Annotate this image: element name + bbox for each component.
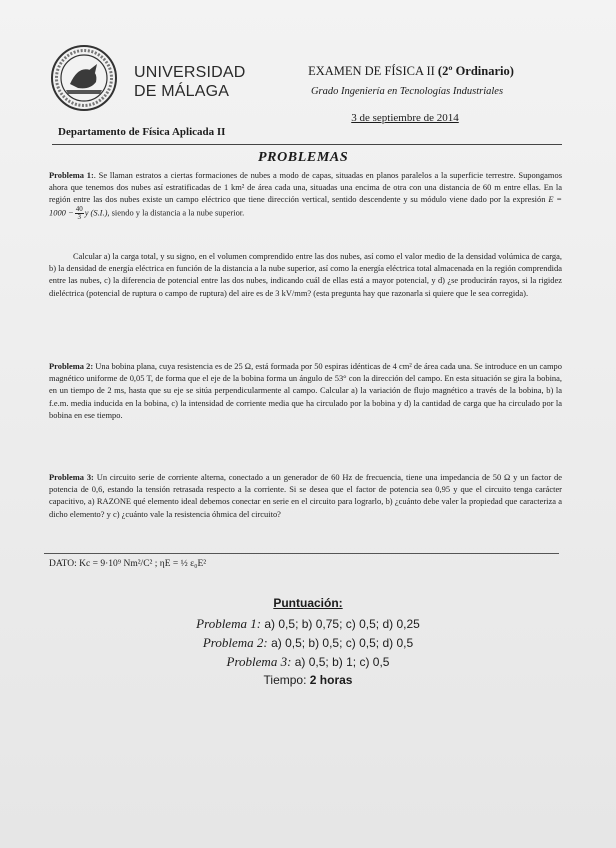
department-name: Departamento de Física Aplicada II [58, 126, 226, 138]
exam-title-text: EXAMEN DE FÍSICA II [308, 64, 435, 78]
data-divider [44, 553, 559, 554]
exam-duration [0, 673, 616, 687]
problem-1-statement: . Se llaman estratos a ciertas formaciones de nubes a modo de capas, situadas en planos paralelos a la superficie terrestre. Supongamos ahora que tenemos dos nubes así estratificadas de 1 km² de área cada una, situadas una encima de otra con una distancia de 60 m entre ellas. En la región entre las dos nubes existe un campo eléctrico que tiene dirección vertical, sentido descendente y su módulo viene dado por la expresión [49, 170, 562, 205]
scoring-problem-2-values: a) 0,5; b) 0,5; c) 0,5; d) 0,5 [267, 636, 414, 650]
scoring-problem-2 [0, 635, 616, 651]
problem-3 [49, 471, 562, 520]
university-name [134, 63, 246, 101]
problem-3-label: Problema 3: [49, 472, 94, 482]
constants-data: DATO: Kc = 9·10⁹ Nm²/C² ; ηE = ½ ε₀E² [49, 559, 207, 569]
header-divider [52, 144, 562, 145]
exam-date: 3 de septiembre de 2014 [351, 112, 459, 124]
scoring-problem-3 [0, 654, 616, 670]
scoring-problem-1 [0, 616, 616, 632]
scoring-problem-1-values: a) 0,5; b) 0,75; c) 0,5; d) 0,25 [261, 617, 420, 631]
scoring-problem-3-values: a) 0,5; b) 1; c) 0,5 [291, 655, 390, 669]
scoring-problem-2-label: Problema 2: [202, 635, 268, 650]
university-name-line1: UNIVERSIDAD [134, 64, 246, 81]
problem-1-label: Problema 1: [49, 170, 94, 180]
section-title: PROBLEMAS [258, 150, 349, 165]
fraction-numerator: 40 [75, 204, 83, 213]
field-formula: E = 1000 − [49, 194, 562, 218]
exam-call: (2º Ordinario) [437, 64, 514, 78]
field-formula-tail: y (S.I.), [84, 207, 110, 218]
fraction-denominator: 3 [77, 212, 81, 221]
problem-1-statement-end: siendo y la distancia a la nube superior. [109, 207, 245, 218]
problem-1-questions: Calcular a) la carga total, y su signo, en el volumen comprendido entre las dos nubes, así como el valor medio de la densidad volúmica de carga, b) la densidad de energía eléctrica en función de la distancia a la nube superior, así como la energía eléctrica total almacenada en la región comprendida entre las nubes, c) la diferencia de potencial entre las dos nubes, indicando cuál de ellas está a mayor potencial, y d) ¿se producirán rayos, si la rigidez dieléctrica (potencial de ruptura o campo de ruptura) del aire es de 3 kV/mm? (esta pregunta hay que razonarla si quiere que le sea corregida). [49, 251, 562, 298]
scoring-title: Puntuación: [273, 596, 343, 610]
degree-name: Grado Ingeniería en Tecnologías Industriales [310, 86, 504, 97]
problem-2-label: Problema 2: [49, 361, 94, 371]
problem-3-statement: Un circuito serie de corriente alterna, conectado a un generador de 60 Hz de frecuencia, tiene una impedancia de 50 Ω y un factor de potencia de 0,6, estando la tensión retrasada respecto a la corriente. Si se desea que el factor de potencia sea 0,95 y que el circuito tenga carácter capacitivo, a) RAZONE qué elemento ideal debemos conectar en serie en el circuito para lograrlo, b) ¿cuánto debe valer la propiedad que caracteriza a dicho elemento? y c) ¿cuánto vale la resistencia óhmica del circuito? [49, 472, 562, 519]
problem-2-statement: Una bobina plana, cuya resistencia es de 25 Ω, está formada por 50 espiras idénticas de 4 cm² de área cada una. Se introduce en un campo magnético uniforme de 0,05 T, de forma que el eje de la bobina forma un ángulo de 53° con la dirección del campo. En esta situación se gira la bobina, en un tiempo de 2 ms, hasta que su eje se sitúa perpendicularmente al campo. Calcular a) la variación de flujo magnético a través de la bobina, b) la f.e.m. media inducida en la bobina, c) la intensidad de corriente media que ha circulado por la bobina y d) la cantidad de carga que ha circulado por la bobina en ese tiempo. [49, 361, 562, 420]
exam-title [306, 64, 516, 79]
exam-duration-label: Tiempo: [263, 673, 310, 687]
problem-2 [49, 360, 562, 421]
exam-duration-value: 2 horas [309, 673, 353, 687]
university-name-line2: DE MÁLAGA [134, 83, 230, 100]
scoring-problem-1-label: Problema 1: [196, 616, 262, 631]
problem-1 [49, 169, 562, 221]
formula-fraction [75, 206, 84, 221]
scoring-problem-3-label: Problema 3: [226, 654, 292, 669]
university-seal-icon [50, 44, 118, 112]
